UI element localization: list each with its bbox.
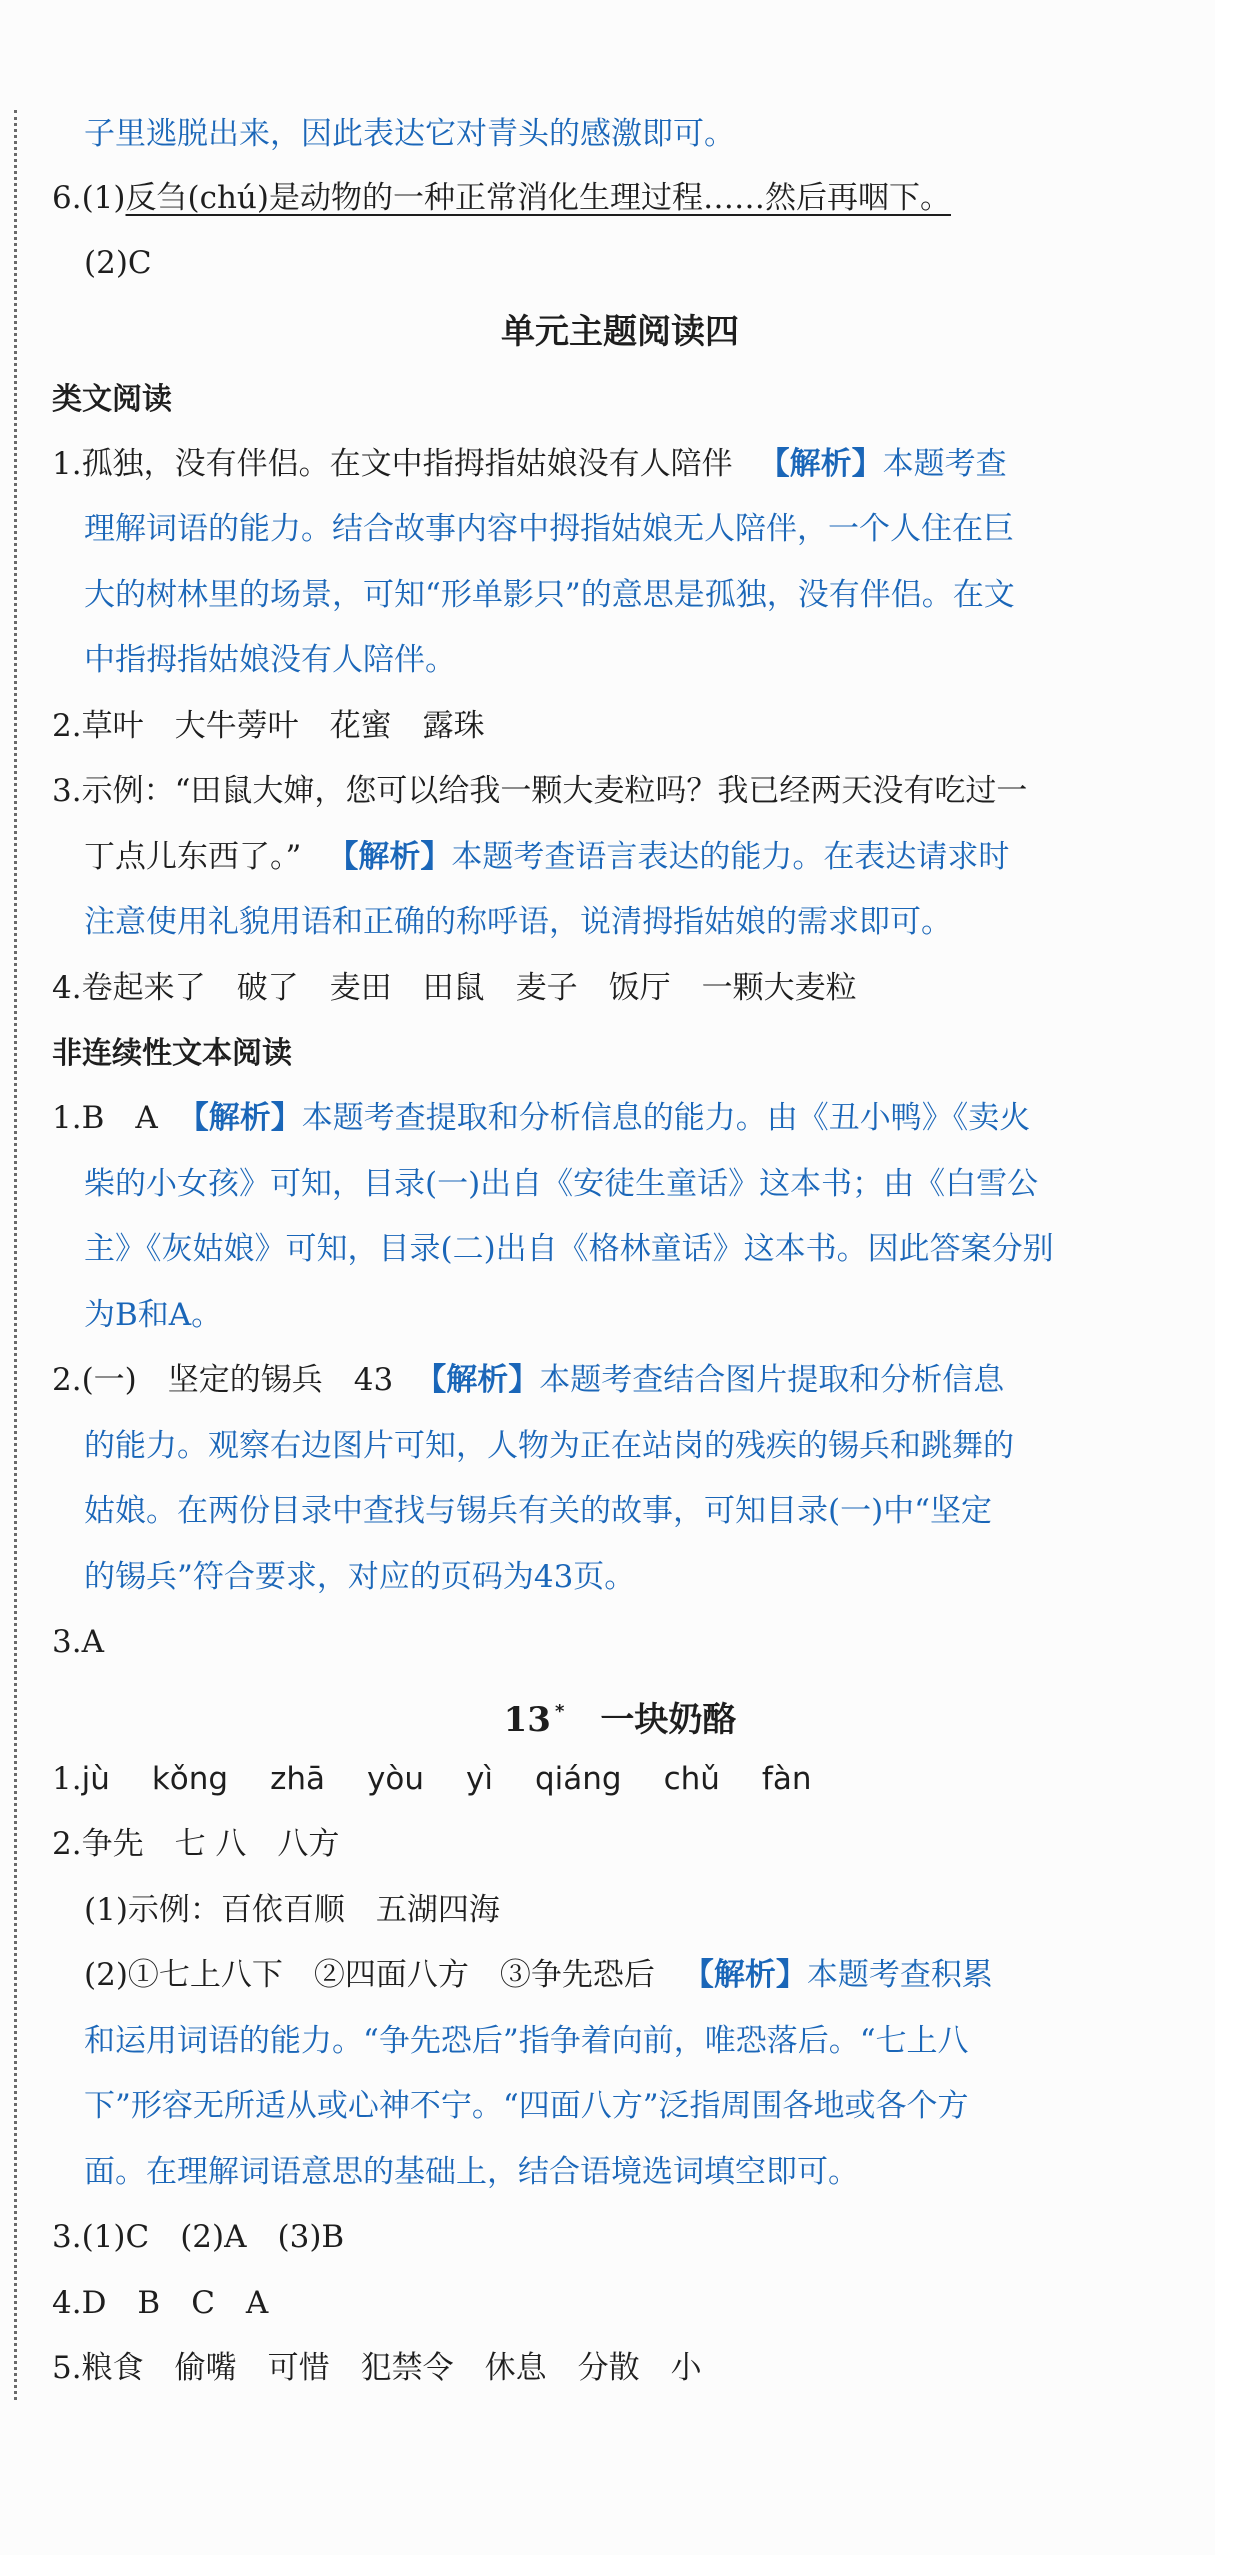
unit4-q1-line1 (52, 444, 1007, 484)
nonc-q1-analysis-line2: 柴的小女孩》可知，目录(一)出自《安徒生童话》这本书；由《白雪公 (84, 1166, 1039, 1202)
q6-part1 (52, 178, 951, 218)
lesson13-q3-answer: 3.(1)C (2)A (3)B (52, 2219, 345, 2255)
nonc-q2-analysis-line3: 姑娘。在两份目录中查找与锡兵有关的故事，可知目录(一)中“坚定 (84, 1493, 993, 1529)
unit4-q3-line1: 3.示例：“田鼠大婶，您可以给我一颗大麦粒吗？我已经两天没有吃过一 (52, 773, 1028, 809)
lesson13-q2-part1: (1)示例：百依百顺 五湖四海 (84, 1892, 500, 1928)
lesson13-q2-analysis-line3: 下”形容无所适从或心神不宁。“四面八方”泛指周围各地或各个方 (84, 2088, 969, 2124)
lesson13-q2-part2-line1 (84, 1955, 993, 1995)
pinyin-1: jù (81, 1761, 110, 1797)
lesson13-q2-answer: 2.争先 七 八 八方 (52, 1826, 340, 1862)
unit4-q1-answer: 1.孤独，没有伴侣。在文中指拇指姑娘没有人陪伴 (52, 446, 733, 482)
pinyin-3: zhā (270, 1761, 326, 1797)
analysis-tag: 【解析】 (415, 1362, 540, 1398)
unit4-q1-analysis-start: 本题考查 (882, 446, 1007, 482)
lesson13-q1-pinyin (52, 1759, 853, 1799)
nonc-q1-line1 (52, 1098, 1030, 1138)
q6-part1-number: 6.(1) (52, 180, 126, 216)
unit4-q1-analysis-line4: 中指拇指姑娘没有人陪伴。 (84, 642, 456, 678)
binding-dotted-line (14, 110, 17, 2400)
pinyin-7: chǔ (663, 1761, 720, 1797)
unit4-title: 单元主题阅读四 (501, 312, 739, 352)
nonc-q1-answer: 1.B A (52, 1100, 158, 1136)
pinyin-8: fàn (761, 1761, 812, 1797)
analysis-tag: 【解析】 (682, 1957, 807, 1993)
unit4-q3-line2 (84, 837, 1009, 877)
unit4-q1-analysis-line3: 大的树林里的场景，可知“形单影只”的意思是孤独，没有伴侣。在文 (84, 577, 1015, 613)
analysis-tag: 【解析】 (327, 839, 452, 875)
nonc-q1-analysis-line4: 为B和A。 (84, 1297, 223, 1333)
pinyin-5: yì (465, 1761, 493, 1797)
q6-part1-answer: 反刍(chú)是动物的一种正常消化生理过程……然后再咽下。 (125, 180, 951, 216)
lesson-number: 13 (503, 1700, 551, 1740)
nonc-q2-analysis-line2: 的能力。观察右边图片可知，人物为正在站岗的残疾的锡兵和跳舞的 (84, 1428, 1014, 1464)
unit4-q3-analysis-line3: 注意使用礼貌用语和正确的称呼语，说清拇指姑娘的需求即可。 (84, 904, 952, 940)
unit4-q3-answer-end: 丁点儿东西了。” (84, 839, 302, 875)
nonc-q2-answer: 2.(一) 坚定的锡兵 43 (52, 1362, 394, 1398)
lesson-name: 一块奶酪 (600, 1700, 737, 1740)
nonc-q2-line1 (52, 1360, 1004, 1400)
lesson13-title (0, 1690, 1240, 1742)
lesson13-q2-analysis-start: 本题考查积累 (806, 1957, 993, 1993)
lesson13-q4-answer: 4.D B C A (52, 2285, 269, 2321)
pinyin-6: qiáng (534, 1761, 622, 1797)
nonc-q1-analysis-start: 本题考查提取和分析信息的能力。由《丑小鸭》《卖火 (301, 1100, 1031, 1136)
prev-analysis-continuation: 子里逃脱出来，因此表达它对青头的感激即可。 (84, 116, 735, 152)
section-fei-lian-xu-xing: 非连续性文本阅读 (52, 1036, 292, 1071)
unit4-q1-analysis-line2: 理解词语的能力。结合故事内容中拇指姑娘无人陪伴，一个人住在巨 (84, 511, 1014, 547)
nonc-q3-answer: 3.A (52, 1624, 104, 1660)
pinyin-4: yòu (367, 1761, 424, 1797)
lesson13-q2-analysis-line2: 和运用词语的能力。“争先恐后”指争着向前，唯恐落后。“七上八 (84, 2023, 969, 2059)
q1-prefix: 1. (52, 1761, 82, 1797)
lesson13-q2-part2-answer: (2)①七上八下 ②四面八方 ③争先恐后 (84, 1957, 655, 1993)
q6-part2: (2)C (84, 245, 152, 281)
nonc-q2-analysis-line4: 的锡兵”符合要求，对应的页码为43页。 (84, 1559, 636, 1595)
lesson13-q2-analysis-line4: 面。在理解词语意思的基础上，结合语境选词填空即可。 (84, 2154, 859, 2190)
unit4-q2-answer: 2.草叶 大牛蒡叶 花蜜 露珠 (52, 708, 485, 744)
unit4-q4-answer: 4.卷起来了 破了 麦田 田鼠 麦子 饭厅 一颗大麦粒 (52, 970, 857, 1006)
nonc-q1-analysis-line3: 主》《灰姑娘》可知，目录(二)出自《格林童话》这本书。因此答案分别 (84, 1231, 1054, 1267)
optional-lesson-star: * (554, 1701, 565, 1722)
analysis-tag: 【解析】 (758, 446, 883, 482)
unit4-q3-analysis-start: 本题考查语言表达的能力。在表达请求时 (451, 839, 1010, 875)
lesson13-q5-answer: 5.粮食 偷嘴 可惜 犯禁令 休息 分散 小 (52, 2350, 702, 2386)
section-lei-wen-yue-du: 类文阅读 (52, 382, 172, 417)
pinyin-2: kǒng (151, 1761, 229, 1797)
nonc-q2-analysis-start: 本题考查结合图片提取和分析信息 (539, 1362, 1005, 1398)
analysis-tag: 【解析】 (177, 1100, 302, 1136)
